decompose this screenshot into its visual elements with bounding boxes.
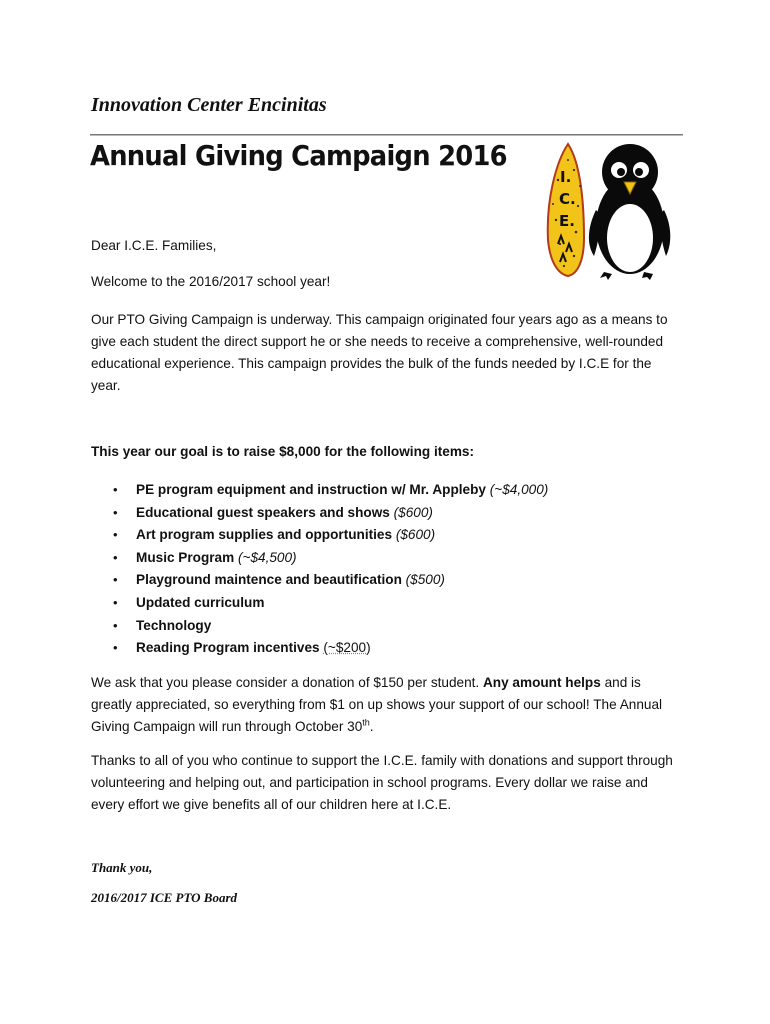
bullet-icon: • [113,549,118,565]
item-name: Reading Program incentives [136,640,320,656]
list-item [91,592,548,615]
list-item [91,569,548,592]
bullet-icon: • [113,640,118,656]
list-item [91,524,548,547]
item-name: PE program equipment and instruction w/ Mr. Appleby [136,482,486,497]
bullet-icon: • [113,594,118,610]
list-item [91,615,548,638]
funding-items-list [91,479,548,660]
item-amount: (~$200) [323,640,371,656]
item-amount: ($600) [395,527,436,543]
item-name: Educational guest speakers and shows [136,504,390,520]
ask-text-continued: and is greatly appreciated, so everything from $1 on up shows your support of our school! The Annual Giving Campaign will run through October 30 [91,675,663,734]
ask-emphasis: Any amount helps [482,675,601,690]
item-name: Art program supplies and opportunities [136,527,393,543]
welcome-line: Welcome to the 2016/2017 school year! [91,274,331,289]
goal-statement: This year our goal is to raise $8,000 for the following items: [91,444,474,459]
greeting: Dear I.C.E. Families, [91,238,217,253]
surfboard-letter: C. [559,190,576,208]
intro-paragraph: Our PTO Giving Campaign is underway. This campaign originated four years ago as a means to give each student the direct support he or she needs to receive a comprehensive, well-rounded educational experience. This campaign provides the bulk of the funds needed by I.C.E for the year. [91,312,668,393]
ask-end: . [369,719,374,734]
header-divider [90,134,683,136]
thanks-paragraph: Thanks to all of you who continue to support the I.C.E. family with donations and support through volunteering and helping out, and participation in school programs. Every dollar we raise and every effort we give benefits all of our children here at I.C.E. [91,753,673,812]
list-item [91,479,548,502]
donation-request-paragraph [91,672,683,738]
bullet-icon: • [113,572,118,588]
closing: Thank you, [91,860,153,875]
signature: 2016/2017 ICE PTO Board [91,890,238,905]
list-item [91,502,548,525]
list-item [91,637,548,660]
item-name: Playground maintence and beautification [136,572,402,588]
item-amount: ($500) [405,572,445,588]
bullet-icon: • [113,617,118,633]
item-amount: ($600) [393,504,433,520]
item-name: Music Program [136,549,235,565]
penguin-icon [589,144,670,280]
bullet-icon: • [113,527,118,543]
organization-name: Innovation Center Encinitas [91,94,327,116]
ask-text: We ask that you please consider a donation of $150 per student. [91,675,483,690]
surfboard-letter: I. [560,168,572,186]
penguin-surfboard-illustration [538,140,672,280]
bullet-icon: • [113,504,118,520]
list-item [91,547,548,570]
item-name: Technology [136,617,212,633]
surfboard-letter: E. [559,212,575,230]
item-amount: (~$4,500) [237,549,297,565]
item-name: Updated curriculum [136,594,265,610]
page-title: Annual Giving Campaign 2016 [90,139,507,172]
bullet-icon: • [113,482,118,497]
ordinal-suffix: th [362,717,370,728]
surfboard-icon [548,144,584,276]
item-amount: (~$4,000) [489,482,549,497]
